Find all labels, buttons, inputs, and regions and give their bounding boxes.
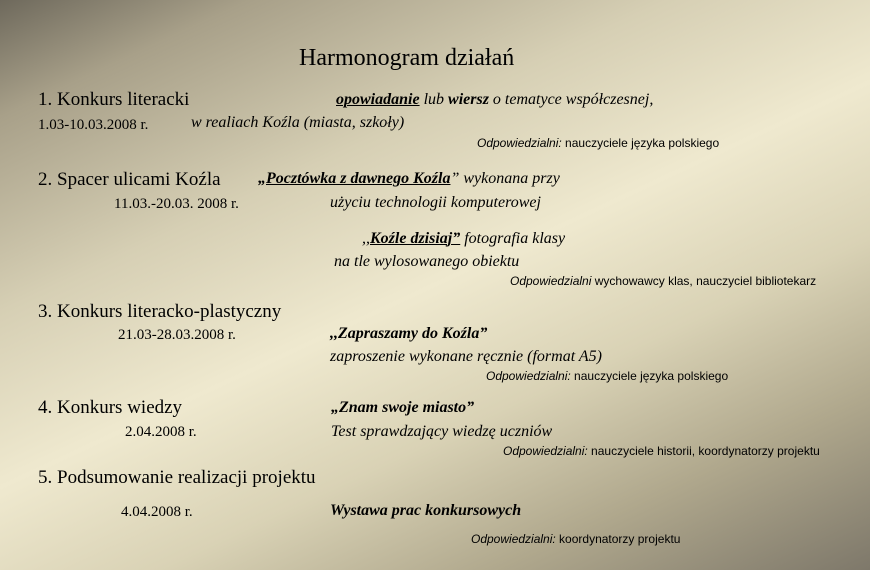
item5-a-bold: Wystawa prac konkursowych: [330, 502, 522, 519]
item2-resp-label: Odpowiedzialni: [510, 274, 592, 288]
item2-heading: 2. Spacer ulicami Koźla: [38, 169, 221, 190]
item3-activity-line2: zaproszenie wykonane ręcznie (format A5): [330, 348, 602, 365]
item1-description: [336, 91, 653, 109]
item2-a-bold: Pocztówka z dawnego Koźla: [266, 170, 451, 187]
item1-desc-rest: o tematyce współczesnej,: [488, 91, 654, 108]
item5-responsible: [471, 532, 680, 546]
item1-desc-bold2: wiersz: [448, 91, 489, 108]
item4-resp-label: Odpowiedzialni:: [503, 444, 588, 458]
item3-resp-label: Odpowiedzialni:: [486, 369, 571, 383]
item1-date: 1.03-10.03.2008 r.: [38, 117, 149, 133]
item2-date: 11.03.-20.03. 2008 r.: [114, 196, 239, 212]
item1-resp-value: nauczyciele języka polskiego: [561, 136, 720, 150]
item1-description-line2: w realiach Koźla (miasta, szkoły): [191, 114, 405, 131]
item4-activity-line2: Test sprawdzający wiedzę uczniów: [331, 423, 553, 440]
item2-b-open: ,,: [362, 230, 370, 247]
item5-date: 4.04.2008 r.: [121, 504, 193, 520]
item5-heading: 5. Podsumowanie realizacji projektu: [38, 467, 316, 488]
item2-a-rest: ” wykonana przy: [450, 170, 560, 187]
item2-responsible: [510, 274, 816, 288]
item3-activity: [330, 325, 487, 343]
item2-activity-a: [258, 170, 560, 188]
item5-resp-value: koordynatorzy projektu: [555, 532, 681, 546]
item4-resp-value: nauczyciele historii, koordynatorzy projektu: [587, 444, 820, 458]
item4-activity: [331, 399, 474, 417]
item2-activity-b-line2: na tle wylosowanego obiektu: [334, 253, 520, 270]
item1-heading: 1. Konkurs literacki: [38, 89, 190, 110]
item4-a-bold: „Znam swoje miasto”: [331, 399, 475, 416]
item5-activity: [330, 502, 521, 520]
item1-resp-label: Odpowiedzialni:: [477, 136, 562, 150]
item2-activity-a-line2: użyciu technologii komputerowej: [330, 194, 541, 211]
item3-date: 21.03-28.03.2008 r.: [118, 327, 236, 343]
item4-date: 2.04.2008 r.: [125, 424, 197, 440]
item4-responsible: [503, 444, 820, 458]
item1-responsible: [477, 136, 719, 150]
page-title: Harmonogram działań: [299, 45, 515, 71]
item1-desc-bold1: opowiadanie: [336, 91, 420, 108]
item2-resp-value: wychowawcy klas, nauczyciel bibliotekarz: [591, 274, 817, 288]
item2-activity-b: [362, 230, 565, 248]
item2-a-open: „: [258, 170, 266, 187]
item5-resp-label: Odpowiedzialni:: [471, 532, 556, 546]
item3-heading: 3. Konkurs literacko-plastyczny: [38, 301, 282, 322]
item3-a-bold: ,,Zapraszamy do Koźla”: [330, 325, 488, 342]
item1-desc-mid: lub: [419, 91, 449, 108]
item3-resp-value: nauczyciele języka polskiego: [570, 369, 729, 383]
item3-responsible: [486, 369, 728, 383]
item4-heading: 4. Konkurs wiedzy: [38, 397, 183, 418]
item2-b-bold: Koźle dzisiaj”: [370, 230, 461, 247]
item2-b-rest: fotografia klasy: [460, 230, 566, 247]
